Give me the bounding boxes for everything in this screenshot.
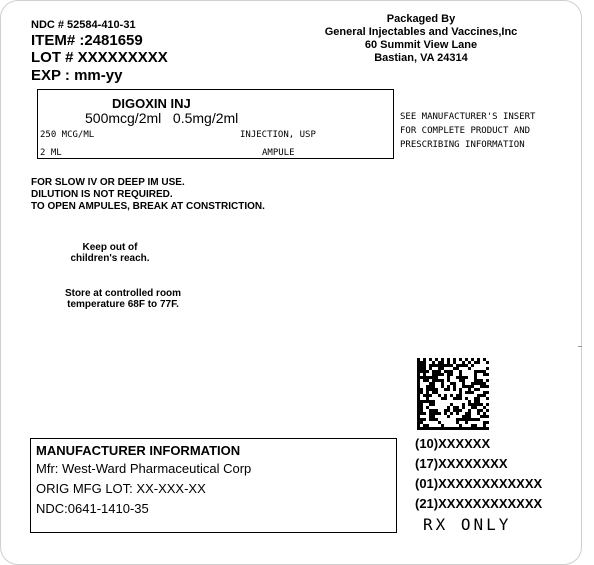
ai-21-field: (21)XXXXXXXXXXXX <box>415 496 543 511</box>
packager-heading: Packaged By <box>386 13 456 25</box>
datamatrix-barcode-icon <box>417 358 489 430</box>
drug-form: INJECTION, USP <box>240 130 316 140</box>
lot-number: LOT # XXXXXXXXX <box>31 49 168 66</box>
ai-10-field: (10)XXXXXX <box>415 436 491 451</box>
ai-01-field: (01)XXXXXXXXXXXX <box>415 476 543 491</box>
administration-instructions <box>31 177 265 213</box>
item-number: ITEM# :2481659 <box>31 32 143 49</box>
packager-street: 60 Summit View Lane <box>364 39 478 51</box>
manufacturer-ndc: NDC:0641-1410-35 <box>36 501 149 516</box>
product-box <box>37 89 394 159</box>
storage-warning: Store at controlled room temperature 68F to 77F. <box>64 288 182 310</box>
manufacturer-name: Mfr: West-Ward Pharmaceutical Corp <box>36 461 252 476</box>
manufacturer-title: MANUFACTURER INFORMATION <box>36 443 241 458</box>
insert-note-line: SEE MANUFACTURER'S INSERT <box>400 112 536 122</box>
edge-mark <box>578 346 582 347</box>
insert-note-line: PRESCRIBING INFORMATION <box>400 140 525 150</box>
packager-info <box>311 13 531 65</box>
ndc-number: NDC # 52584-410-31 <box>31 19 136 31</box>
drug-volume: 2 ML <box>40 148 62 158</box>
insert-note <box>400 110 535 152</box>
drug-concentration: 250 MCG/ML <box>40 130 95 140</box>
admin-line: TO OPEN AMPULES, BREAK AT CONSTRICTION. <box>31 201 265 212</box>
drug-strength: 500mcg/2ml 0.5mg/2ml <box>85 110 239 126</box>
expiration-date: EXP : mm-yy <box>31 67 123 84</box>
manufacturer-lot: ORIG MFG LOT: XX-XXX-XX <box>36 481 206 496</box>
insert-note-line: FOR COMPLETE PRODUCT AND <box>400 126 531 136</box>
drug-name: DIGOXIN INJ <box>112 96 191 111</box>
admin-line: FOR SLOW IV OR DEEP IM USE. <box>31 177 185 188</box>
ai-17-field: (17)XXXXXXXX <box>415 456 508 471</box>
packager-city: Bastian, VA 24314 <box>374 52 468 64</box>
admin-line: DILUTION IS NOT REQUIRED. <box>31 189 173 200</box>
keep-out-warning: Keep out of children's reach. <box>70 242 150 264</box>
packager-name: General Injectables and Vaccines,Inc <box>324 26 518 38</box>
rx-only: RX ONLY <box>423 515 512 534</box>
manufacturer-box <box>30 438 397 533</box>
drug-container: AMPULE <box>262 148 295 158</box>
